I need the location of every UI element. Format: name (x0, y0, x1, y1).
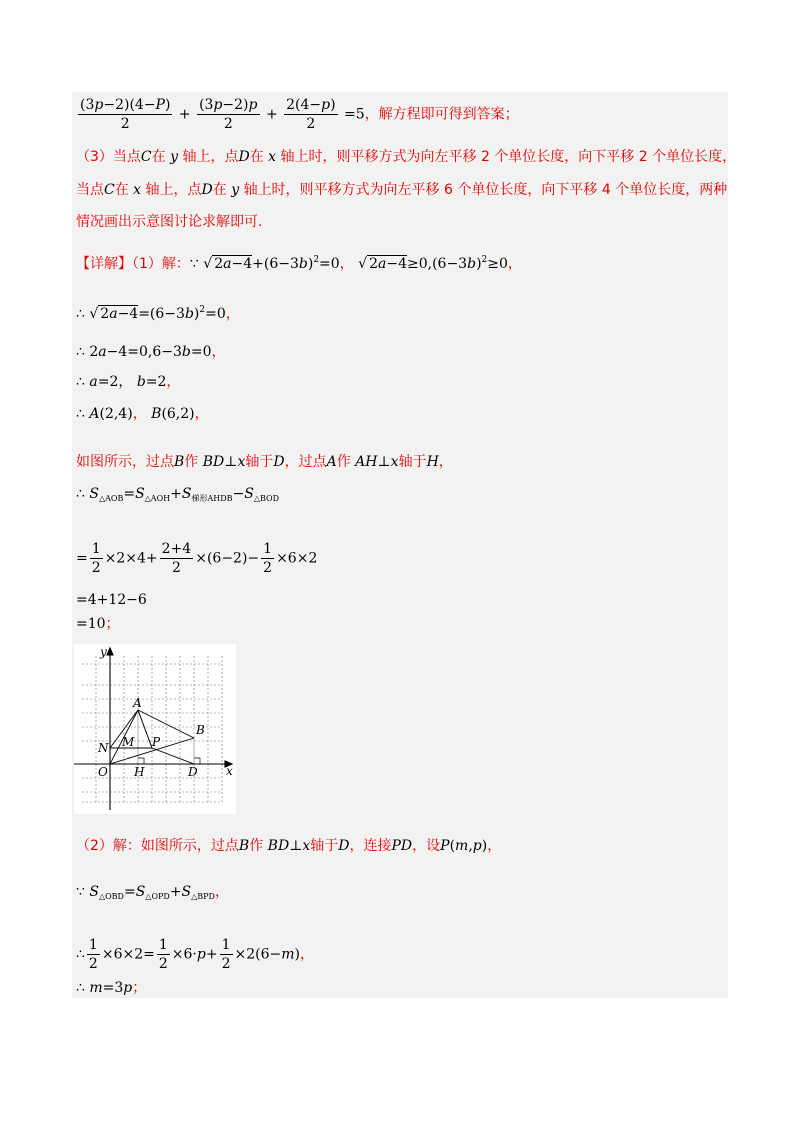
part2-line-4: ∴ m=3p； (76, 980, 147, 996)
label-B: B (196, 723, 205, 737)
detail-line-4: ∴ a=2， b=2， (76, 374, 181, 390)
part3-line-1: （3）当点C在 y 轴上，点D在 x 轴上时，则平移方式为向左平移 2 个单位长度，向下平移 2 个单位长度， (76, 149, 737, 165)
label-A: A (133, 696, 142, 710)
part3-line-2: 当点C在 x 轴上，点D在 y 轴上时，则平移方式为向左平移 6 个单位长度，向下平移 4 个单位长度，两种 (76, 182, 728, 198)
label-P: P (152, 735, 161, 749)
part2-line-3: ∴ $\frac{1}{2}$ ×6×2= $\frac{1}{2}$ ×6·p+ $\frac{1}{2}$ ×2(6−m)， (76, 937, 314, 972)
coordinate-figure (74, 644, 236, 814)
part2-line-1: （2）解：如图所示，过点B作 BD⊥x轴于D，连接PD，设P(m,p)， (76, 838, 502, 854)
part3-line-3: 情况画出示意图讨论求解即可. (76, 214, 263, 230)
detail-line-1: 【详解】（1）解：∵ √ $2a-4+(6-3b)^2=0$， √ $2a-4\ge 0,(6-3b)^2\ge 0$， (76, 255, 522, 272)
detail-line-6: 如图所示，过点B作 BD⊥x轴于D，过点A作 AH⊥x轴于H， (76, 454, 453, 470)
part2-line-2: ∵ $S_{\triangle OBD}=S_{\triangle OPD}+S_{\triangle BPD}$， (76, 884, 229, 901)
equation-line-1: $\frac{(3p-2)(4-P)}{2}$ + $\frac{(3p-2)p}{2}$ + $\frac{2(4-p)}{2}$ =5，解方程即可得到答案； (80, 97, 519, 132)
detail-line-7: ∴ $S_{\triangle AOB}=S_{\triangle AOH}+S_{梯形AHDB}-S_{\triangle BOD}$ (76, 486, 279, 503)
label-x: x (226, 764, 233, 778)
detail-line-10: =10； (76, 616, 120, 632)
detail-line-5: ∴ A(2,4)， B(6,2)， (76, 406, 209, 422)
detail-line-3: ∴ 2a−4=0,6−3b=0， (76, 344, 226, 360)
label-N: N (98, 741, 109, 755)
label-y: y (100, 645, 107, 659)
detail-line-9: =4+12−6 (76, 592, 147, 608)
detail-line-2: ∴ √ $2a-4=(6-3b)^2=0$， (76, 305, 240, 322)
label-M: M (122, 735, 135, 749)
label-O: O (98, 765, 108, 779)
detail-line-8: = $\frac{1}{2}$ ×2×4+ $\frac{2+4}{2}$ ×(6−2)− $\frac{1}{2}$ ×6×2 (76, 541, 318, 576)
label-H: H (134, 765, 145, 779)
line1-tail: ，解方程即可得到答案； (364, 106, 519, 123)
label-D: D (188, 765, 198, 779)
